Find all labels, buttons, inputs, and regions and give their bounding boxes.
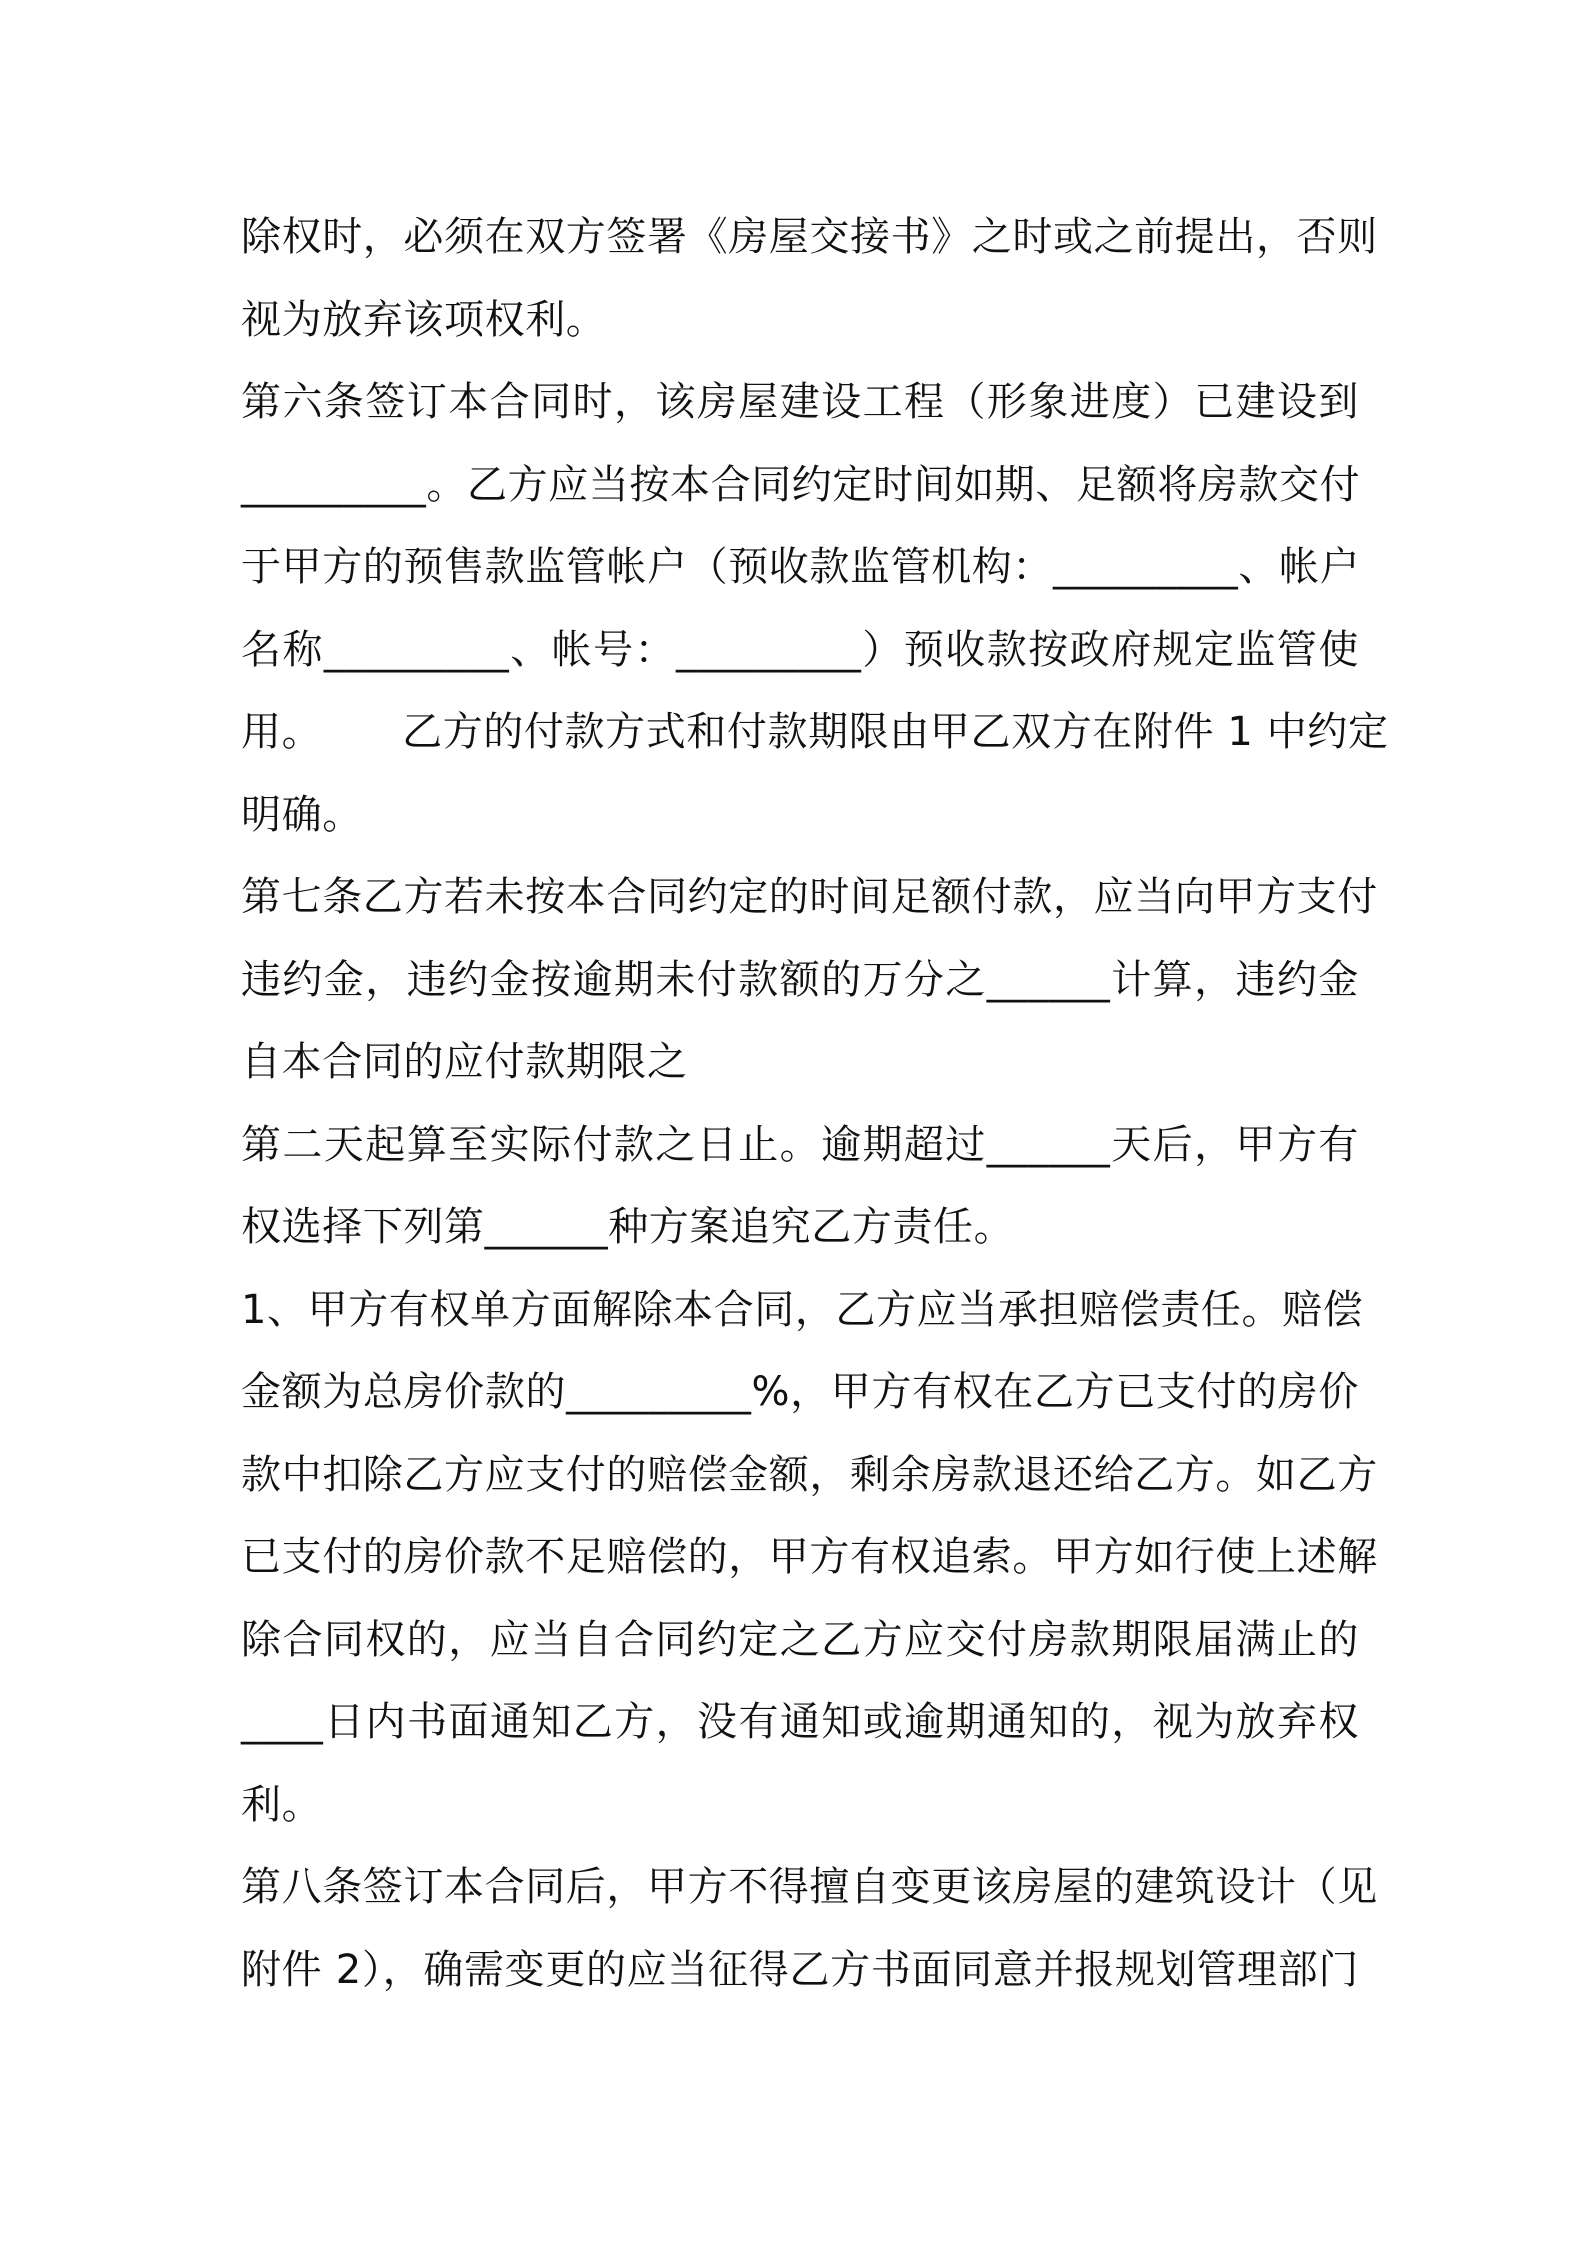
text-line: 自本合同的应付款期限之 xyxy=(241,1039,688,1085)
text-line: 除权时，必须在双方签署《房屋交接书》之时或之前提出，否则 xyxy=(241,214,1378,260)
text-line: 金额为总房价款的_________%，甲方有权在乙方已支付的房价 xyxy=(241,1369,1359,1415)
contract-text xyxy=(241,196,1389,2011)
text-line: 附件 2），确需变更的应当征得乙方书面同意并报规划管理部门 xyxy=(241,1946,1359,1993)
text-line: 除合同权的，应当自合同约定之乙方应交付房款期限届满止的 xyxy=(241,1616,1359,1663)
text-line: 利。 xyxy=(241,1781,323,1828)
text-line: 视为放弃该项权利。 xyxy=(241,296,607,343)
text-line: 用。 乙方的付款方式和付款期限由甲乙双方在附件 1 中约定 xyxy=(241,709,1389,755)
text-line: 明确。 xyxy=(241,791,363,838)
text-line: ____日内书面通知乙方，没有通知或逾期通知的，视为放弃权 xyxy=(241,1699,1359,1745)
text-line: 于甲方的预售款监管帐户（预收款监管机构：_________、帐户 xyxy=(241,544,1361,590)
text-line: 第六条签订本合同时，该房屋建设工程（形象进度）已建设到 xyxy=(241,379,1359,425)
text-line: 违约金，违约金按逾期未付款额的万分之______计算，违约金 xyxy=(241,956,1359,1003)
text-line: 第二天起算至实际付款之日止。逾期超过______天后，甲方有 xyxy=(241,1121,1359,1168)
text-line: 已支付的房价款不足赔偿的，甲方有权追索。甲方如行使上述解 xyxy=(241,1534,1378,1580)
text-line: _________。乙方应当按本合同约定时间如期、足额将房款交付 xyxy=(241,461,1361,508)
text-line: 名称_________、帐号：_________）预收款按政府规定监管使 xyxy=(241,626,1359,673)
text-line: 第七条乙方若未按本合同约定的时间足额付款，应当向甲方支付 xyxy=(241,874,1378,920)
text-line: 1、甲方有权单方面解除本合同，乙方应当承担赔偿责任。赔偿 xyxy=(241,1286,1364,1333)
text-line: 权选择下列第______种方案追究乙方责任。 xyxy=(241,1204,1015,1250)
text-line: 第八条签订本合同后，甲方不得擅自变更该房屋的建筑设计（见 xyxy=(241,1864,1378,1910)
text-line: 款中扣除乙方应支付的赔偿金额，剩余房款退还给乙方。如乙方 xyxy=(241,1451,1378,1498)
